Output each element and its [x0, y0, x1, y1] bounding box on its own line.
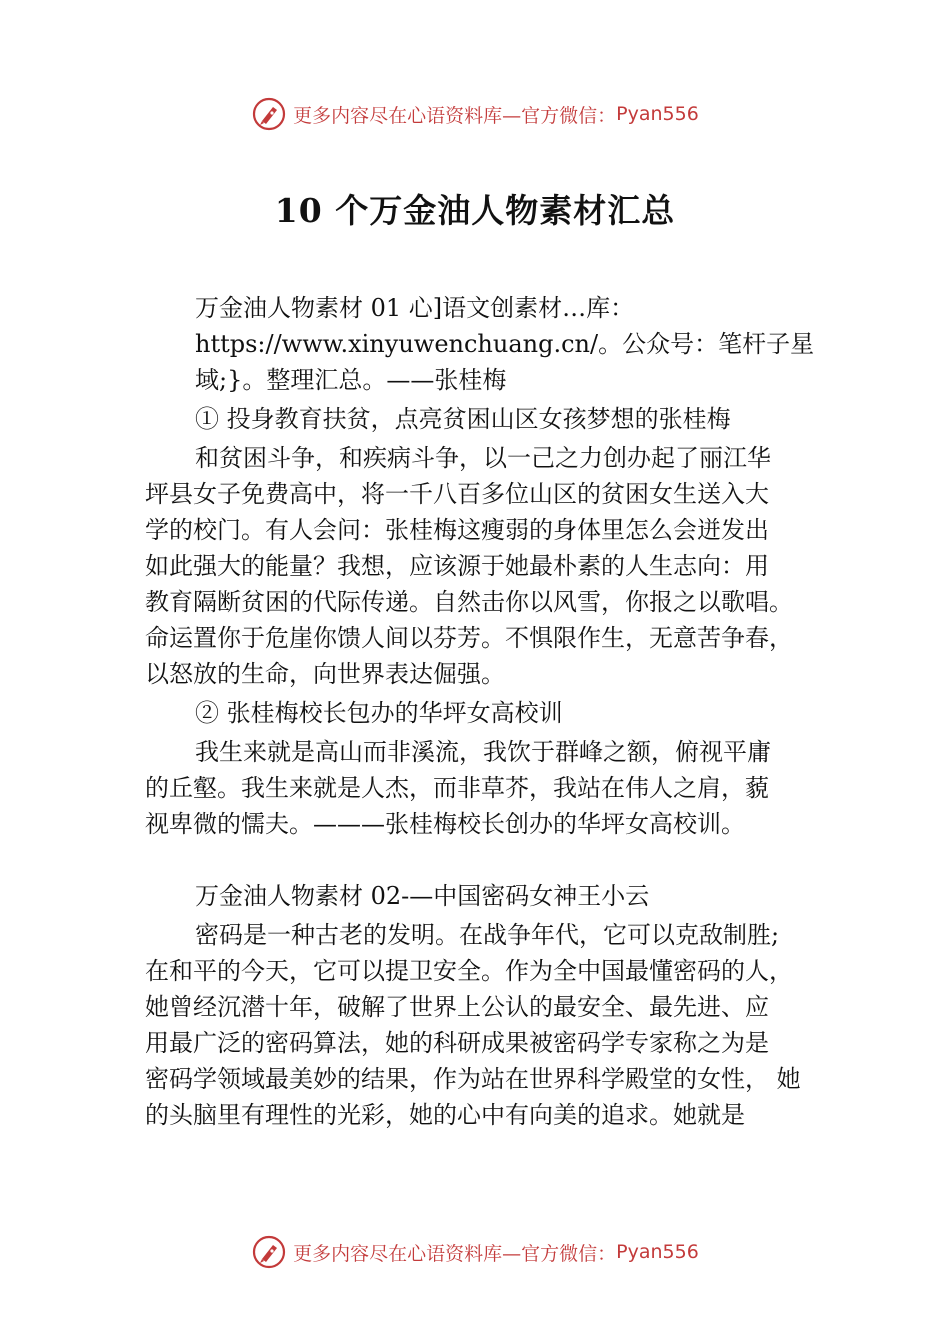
blank-line [145, 842, 825, 878]
banner-wechat-id: Pyan556 [616, 1241, 699, 1263]
section-heading: ② 张桂梅校长包办的华坪女高校训 [195, 699, 563, 727]
paragraph-line: 坪县女子免费高中，将一千八百多位山区的贫困女生送入大 [145, 480, 769, 508]
paragraph-line: 教育隔断贫困的代际传递。自然击你以风雪，你报之以歌唱。 [145, 588, 793, 616]
paragraph-line: 和贫困斗争，和疾病斗争，以一己之力创办起了丽江华 [195, 444, 771, 472]
banner-text: 更多内容尽在心语资料库—官方微信： [293, 1242, 617, 1265]
paragraph-line: 学的校门。有人会问：张桂梅这瘦弱的身体里怎么会迸发出 [145, 516, 769, 544]
intro-line: 万金油人物素材 01 心]语文创素材…库： [195, 294, 635, 322]
paragraph-line: 我生来就是高山而非溪流，我饮于群峰之额，俯视平庸 [195, 738, 771, 766]
article-body [145, 290, 825, 1133]
paragraph-line: 密码是一种古老的发明。在战争年代，它可以克敌制胜; [195, 921, 780, 949]
pen-nib-circle-icon [251, 96, 287, 132]
paragraph-line: 的头脑里有理性的光彩，她的心中有向美的追求。她就是 [145, 1101, 745, 1129]
section-heading: ① 投身教育扶贫，点亮贫困山区女孩梦想的张桂梅 [195, 405, 731, 433]
intro-url-line: https://www.xinyuwenchuang.cn/。公众号：笔杆子星 [195, 330, 815, 358]
paragraph-line: 以怒放的生命，向世界表达倔强。 [145, 660, 505, 688]
footer-banner [0, 1232, 950, 1272]
banner-text: 更多内容尽在心语资料库—官方微信： [293, 104, 617, 127]
paragraph-line: 视卑微的懦夫。———张桂梅校长创办的华坪女高校训。 [145, 810, 745, 838]
paragraph-line: 用最广泛的密码算法，她的科研成果被密码学专家称之为是 [145, 1029, 769, 1057]
page-title: 10 个万金油人物素材汇总 [274, 191, 676, 230]
paragraph-line: 如此强大的能量？我想，应该源于她最朴素的人生志向：用 [145, 552, 769, 580]
section-heading: 万金油人物素材 02-—中国密码女神王小云 [195, 882, 650, 910]
paragraph-line: 她曾经沉潜十年，破解了世界上公认的最安全、最先进、应 [145, 993, 769, 1021]
header-banner [0, 94, 950, 134]
banner-wechat-id: Pyan556 [616, 103, 699, 125]
paragraph-line: 密码学领域最美妙的结果，作为站在世界科学殿堂的女性， 她 [145, 1065, 801, 1093]
paragraph-line: 在和平的今天，它可以提卫安全。作为全中国最懂密码的人， [145, 957, 793, 985]
intro-line: 域;}。整理汇总。——张桂梅 [195, 366, 507, 394]
paragraph-line: 命运置你于危崖你馈人间以芬芳。不惧限作生，无意苦争春， [145, 624, 793, 652]
paragraph-line: 的丘壑。我生来就是人杰，而非草芥，我站在伟人之肩，藐 [145, 774, 769, 802]
pen-nib-circle-icon [251, 1234, 287, 1270]
